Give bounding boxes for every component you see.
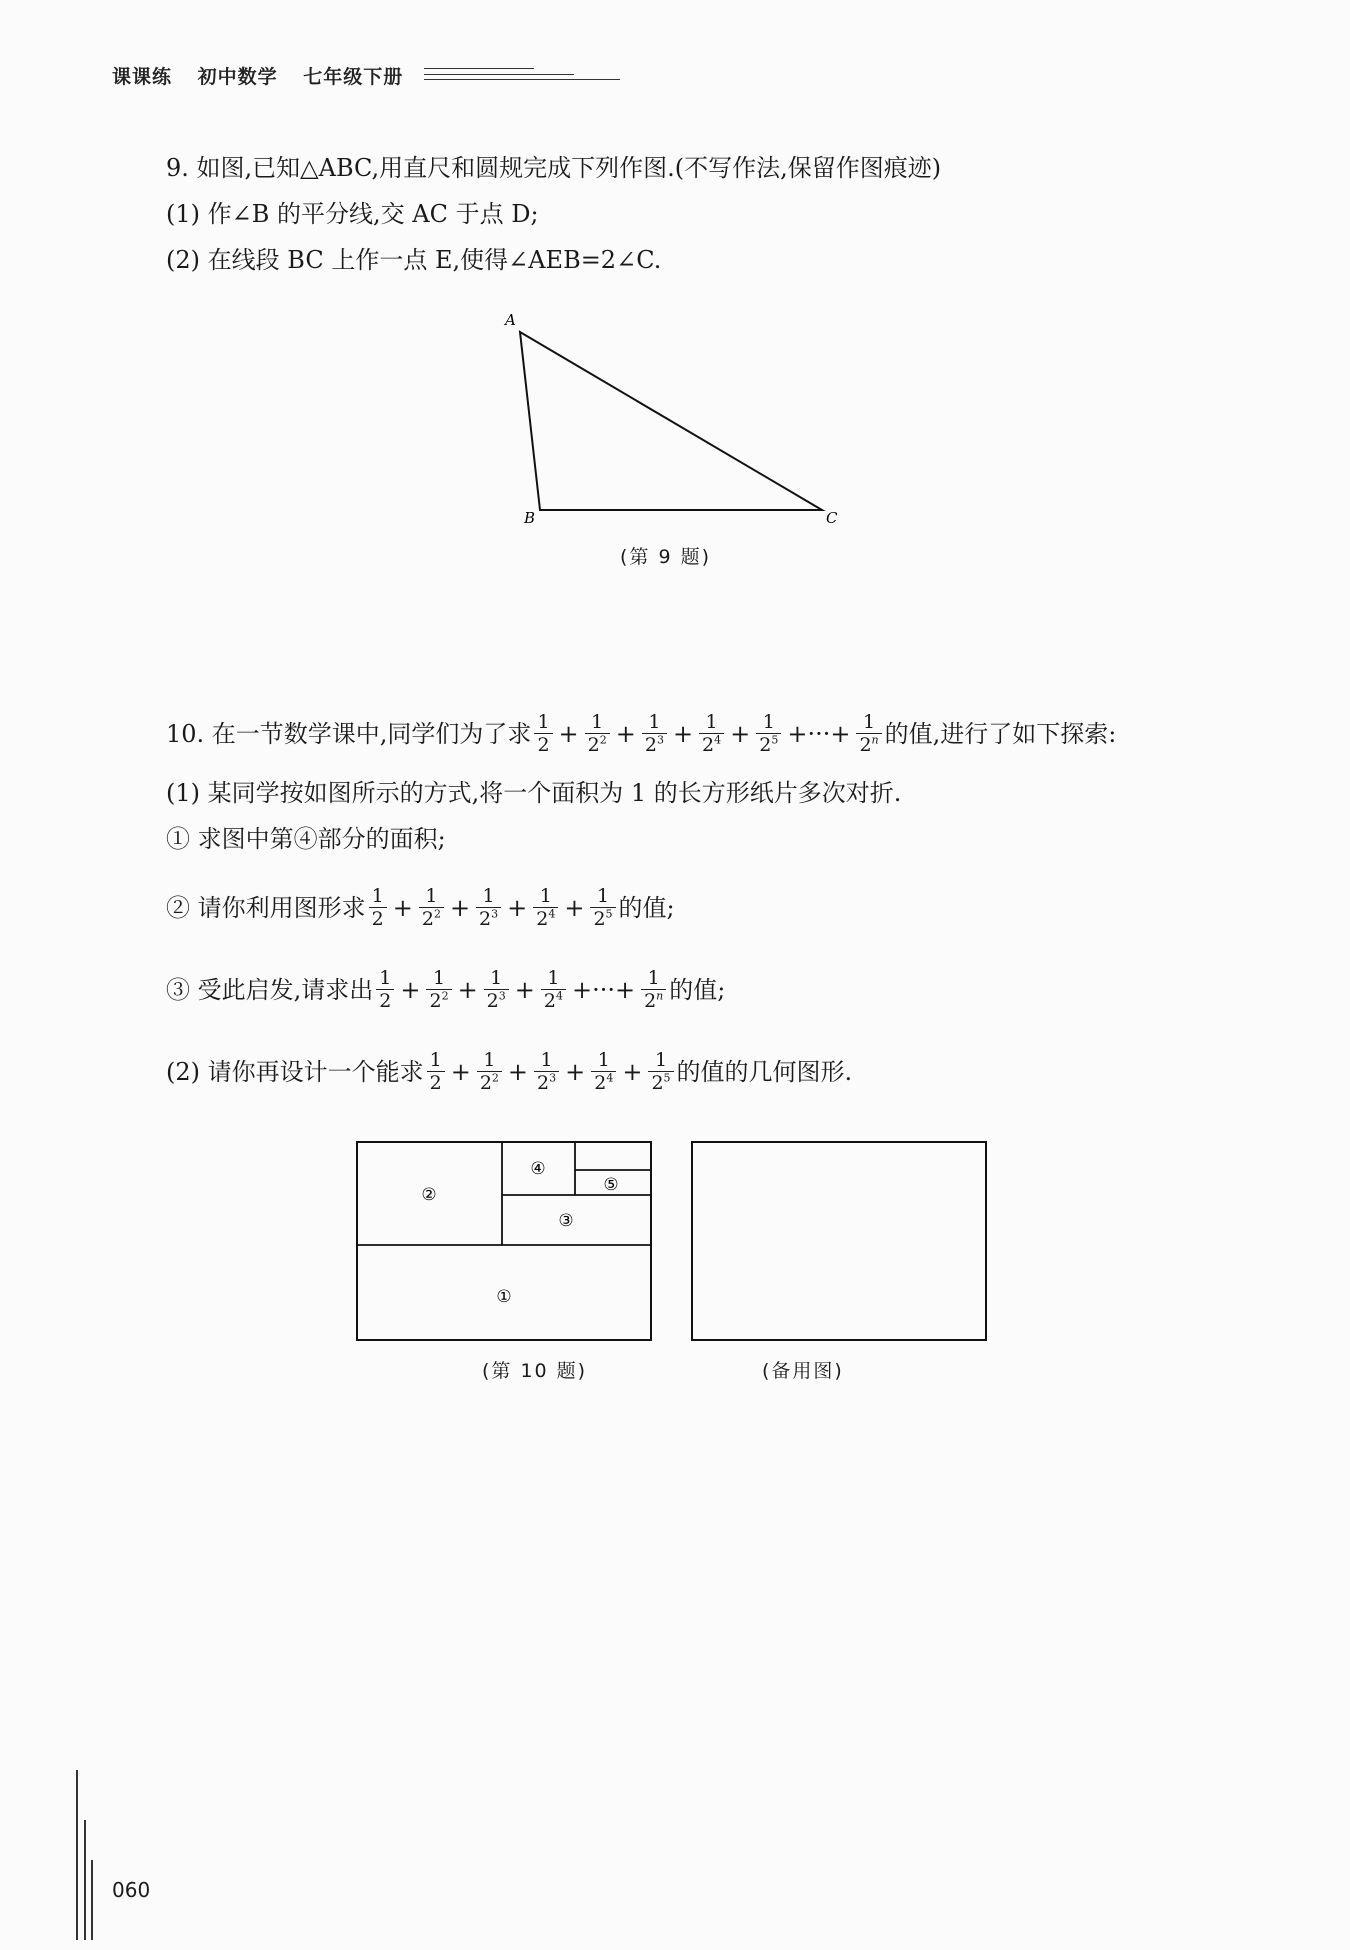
- header-series: 课课练: [112, 66, 173, 88]
- header-decorative-rules: [424, 66, 624, 86]
- q9-part1: (1) 作∠B 的平分线,交 AC 于点 D;: [166, 200, 539, 228]
- fraction: $\frac{1}{2^3}$: [476, 886, 501, 929]
- fraction: $\frac{1}{2^4}$: [533, 886, 558, 929]
- vertex-label-a: A: [505, 311, 516, 329]
- fraction: $\frac{1}{2^5}$: [590, 886, 615, 929]
- q10-intro: 10. 在一节数学课中,同学们为了求 $\frac{1}{2}$ + $\frac{1}{2^2}$ + $\frac{1}{2^3}$ + $\frac{1}{2^4}$ + $\frac{1}{2^5}$ +···+ $\frac{1}{2^n}$ 的值,进行了如下探索:: [166, 711, 1117, 757]
- header-grade: 七年级下册: [303, 66, 404, 88]
- fraction: $\frac{1}{2^4}$: [699, 712, 724, 755]
- fraction: $\frac{1}{2}$: [376, 968, 394, 1011]
- fraction: $\frac{1}{2^3}$: [484, 968, 509, 1011]
- fraction: $\frac{1}{2^3}$: [534, 1050, 559, 1093]
- fraction: $\frac{1}{2}$: [534, 712, 552, 755]
- fraction: $\frac{1}{2^4}$: [541, 968, 566, 1011]
- q10-caption: (第 10 题): [482, 1360, 588, 1382]
- page-header: [112, 62, 421, 89]
- spare-rectangle-figure: [690, 1140, 990, 1345]
- q10-part2: (2) 请你再设计一个能求 $\frac{1}{2}$ + $\frac{1}{2^2}$ + $\frac{1}{2^3}$ + $\frac{1}{2^4}$ + $\frac{1}{2^5}$ 的值的几何图形.: [166, 1049, 853, 1095]
- spare-caption: (备用图): [762, 1360, 844, 1382]
- fraction: $\frac{1}{2^5}$: [648, 1050, 673, 1093]
- region-label-5: ⑤: [603, 1175, 619, 1195]
- q9-intro: 9. 如图,已知△ABC,用直尺和圆规完成下列作图.(不写作法,保留作图痕迹): [166, 154, 942, 182]
- header-subject: 初中数学: [197, 66, 278, 88]
- q10-tail: 的值,进行了如下探索:: [884, 719, 1117, 748]
- q10-sub1: ① 求图中第④部分的面积;: [166, 825, 446, 853]
- fraction: $\frac{1}{2^3}$: [642, 712, 667, 755]
- side-decorative-rules: [76, 1770, 106, 1940]
- fraction: $\frac{1}{2^2}$: [477, 1050, 502, 1093]
- q10-lead: 10. 在一节数学课中,同学们为了求: [166, 719, 532, 748]
- vertex-label-b: B: [524, 509, 536, 527]
- fraction: $\frac{1}{2}$: [427, 1050, 445, 1093]
- region-label-1: ①: [496, 1287, 512, 1307]
- q10-sub3: ③ 受此启发,请求出 $\frac{1}{2}$ + $\frac{1}{2^2}$ + $\frac{1}{2^3}$ + $\frac{1}{2^4}$ +···+ $\frac{1}{2^n}$ 的值;: [166, 967, 726, 1013]
- vertex-label-c: C: [826, 509, 838, 527]
- page-number: 060: [112, 1878, 151, 1902]
- q10-part1: (1) 某同学按如图所示的方式,将一个面积为 1 的长方形纸片多次对折.: [166, 779, 902, 807]
- fraction: $\frac{1}{2^4}$: [591, 1050, 616, 1093]
- triangle-abc: [520, 332, 822, 510]
- fraction: $\frac{1}{2^n}$: [641, 968, 666, 1011]
- q10-sub2: ② 请你利用图形求 $\frac{1}{2}$ + $\frac{1}{2^2}$ + $\frac{1}{2^3}$ + $\frac{1}{2^4}$ + $\frac{1}{2^5}$ 的值;: [166, 885, 675, 931]
- triangle-abc-figure: [490, 305, 850, 535]
- folded-rectangle-figure: [355, 1140, 655, 1345]
- fraction: $\frac{1}{2^2}$: [419, 886, 444, 929]
- region-label-4: ④: [530, 1159, 546, 1179]
- fraction: $\frac{1}{2}$: [369, 886, 387, 929]
- fraction: $\frac{1}{2^5}$: [756, 712, 781, 755]
- fraction: $\frac{1}{2^2}$: [426, 968, 451, 1011]
- region-label-2: ②: [421, 1185, 437, 1205]
- q9-caption: (第 9 题): [620, 546, 711, 568]
- q9-part2: (2) 在线段 BC 上作一点 E,使得∠AEB=2∠C.: [166, 246, 662, 274]
- fraction: $\frac{1}{2^2}$: [585, 712, 610, 755]
- fraction: $\frac{1}{2^n}$: [856, 712, 881, 755]
- region-label-3: ③: [558, 1211, 574, 1231]
